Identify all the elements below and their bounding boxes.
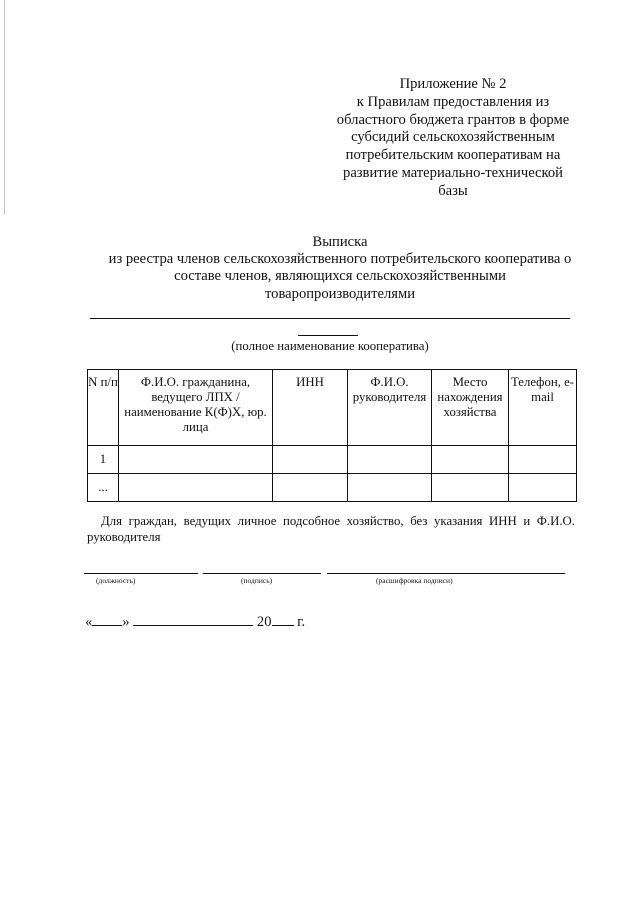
appendix-line: базы <box>438 182 468 199</box>
date-year-blank <box>272 611 294 626</box>
table-cell: 1 <box>88 446 119 474</box>
coop-name-short-line <box>298 335 358 336</box>
signature-decode-caption: (расшифровка подписи) <box>376 576 453 585</box>
date-close-quote: » <box>122 614 130 630</box>
coop-name-line <box>90 318 570 319</box>
table-cell <box>432 474 509 502</box>
position-caption: (должность) <box>96 576 136 585</box>
appendix-line: развитие материально-технической <box>343 164 563 181</box>
table-cell <box>119 446 273 474</box>
date-year-suffix: г. <box>297 614 306 630</box>
column-header-inn: ИНН <box>273 370 348 446</box>
appendix-line: Приложение № 2 <box>399 76 507 92</box>
column-header-number: N п/п <box>88 370 119 446</box>
table-cell <box>509 474 577 502</box>
table-cell <box>432 446 509 474</box>
appendix-line: субсидий сельскохозяйственным <box>351 129 555 146</box>
column-header-director: Ф.И.О. руководителя <box>348 370 432 446</box>
appendix-line: к Правилам предоставления из <box>356 93 550 110</box>
date-month-blank <box>133 611 253 626</box>
title-line: составе членов, являющихся сельскохозяйственными <box>174 268 506 285</box>
appendix-header <box>318 76 588 201</box>
appendix-line: потребительским кооперативам на <box>345 147 561 164</box>
date-open-quote: « <box>85 614 93 630</box>
table-cell <box>348 474 432 502</box>
column-header-name: Ф.И.О. гражданина, ведущего ЛПХ / наименование К(Ф)Х, юр. лица <box>119 370 273 446</box>
date-line <box>85 611 305 631</box>
registry-table <box>87 369 577 502</box>
table-cell <box>273 446 348 474</box>
title-heading: Выписка <box>312 234 368 250</box>
table-cell <box>273 474 348 502</box>
position-line <box>84 573 198 574</box>
title-line: товаропроизводителями <box>264 285 416 302</box>
title-line: из реестра членов сельскохозяйственного потребительского кооператива о <box>108 251 572 268</box>
document-title <box>40 234 640 303</box>
scan-edge-line <box>4 0 5 215</box>
date-day-blank <box>92 611 122 626</box>
appendix-line: областного бюджета грантов в форме <box>336 111 570 128</box>
table-cell <box>509 446 577 474</box>
coop-name-caption: (полное наименование кооператива) <box>231 339 429 353</box>
table-cell <box>119 474 273 502</box>
table-header-row <box>88 370 577 446</box>
signature-line <box>203 573 321 574</box>
table-row <box>88 474 577 502</box>
column-header-contact: Телефон, e-mail <box>509 370 577 446</box>
table-row <box>88 446 577 474</box>
date-year-prefix: 20 <box>256 614 272 630</box>
column-header-location: Место нахождения хозяйства <box>432 370 509 446</box>
signature-decode-line <box>327 573 565 574</box>
table-cell: ... <box>88 474 119 502</box>
signature-caption: (подпись) <box>241 576 273 585</box>
table-cell <box>348 446 432 474</box>
note-text: Для граждан, ведущих личное подсобное хозяйство, без указания ИНН и Ф.И.О. руководителя <box>87 514 575 544</box>
